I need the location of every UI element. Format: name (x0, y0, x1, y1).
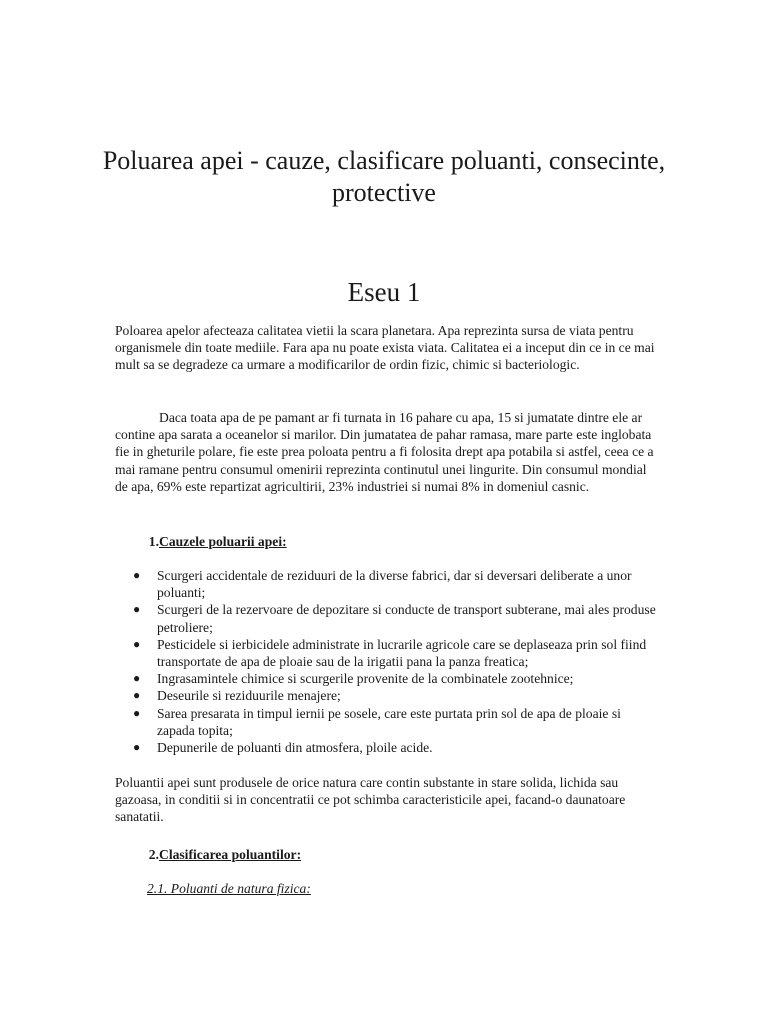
intro-paragraph: Poloarea apelor afecteaza calitatea vietii la scara planetara. Apa reprezinta sursa de viata pentru organismele din toate mediile. Fara apa nu poate exista viata. Calitatea ei a inceput din ce in ce mai mult sa se degradeze ca urmare a modificarilor de ordin fizic, chimic si bacteriologic. (115, 323, 655, 373)
bullet-dot-icon: ● (133, 688, 141, 703)
essay-heading: Eseu 1 (347, 277, 421, 307)
list-item (115, 567, 660, 601)
list-item-text: Scurgeri accidentale de reziduuri de la diverse fabrici, dar si deversari deliberate a unor poluanti; (157, 568, 632, 601)
subsection-heading (115, 880, 660, 897)
list-item (115, 601, 660, 635)
pollutants-definition-paragraph: Poluantii apei sunt produsele de orice natura care contin substante in stare solida, lichida sau gazoasa, in conditii si in concentratii ce pot schimba caracteristicile apei, facand-o daunatoare sanatatii. (115, 775, 626, 825)
section-title: Clasificarea poluantilor: (159, 847, 302, 862)
causes-list (115, 567, 660, 756)
list-item (115, 705, 660, 739)
bullet-dot-icon: ● (133, 671, 141, 686)
list-item-text: Pesticidele si ierbicidele administrate in lucrarile agricole care se deplaseaza prin sol fiind transportate de apa de ploaie sau de la irigatii pana la panza freatica; (157, 636, 647, 670)
document-title: Poluarea apei - cauze, clasificare poluanti, consecinte, protective (102, 146, 666, 207)
list-item-text: Sarea presarata in timpul iernii pe sosele, care este purtata prin sol de apa de ploaie si zapada topita; (157, 705, 621, 738)
water-statistics-paragraph: Daca toata apa de pe pamant ar fi turnata in 16 pahare cu apa, 15 si jumatate dintre ele ar contine apa sarata a oceanelor si marilor. Din jumatatea de pahar ramasa, mare parte este inglobata fie in gheturile polare, fie este prea poloata pentru a fi folosita drept apa potabila si astfel, ceea ce a mai ramane pentru consumul omenirii reprezinta continutul unei lingurite. Din consumul mondial de apa, 69% este repartizat agricultirii, 23% industriei si numai 8% in domeniul casnic. (115, 410, 654, 494)
subsection-title: 2.1. Poluanti de natura fizica: (147, 881, 311, 896)
list-item (115, 739, 660, 756)
section-number: 2. (148, 847, 159, 862)
section-heading-classification (115, 846, 660, 863)
list-item (115, 636, 660, 670)
bullet-dot-icon: ● (133, 705, 141, 720)
list-item (115, 670, 660, 687)
list-item (115, 687, 660, 704)
bullet-dot-icon: ● (133, 636, 141, 651)
list-item-text: Depunerile de poluanti din atmosfera, ploile acide. (157, 740, 433, 756)
list-item-text: Deseurile si reziduurile menajere; (157, 688, 341, 704)
section-heading-causes (115, 533, 660, 550)
section-number: 1. (148, 534, 159, 549)
section-title: Cauzele poluarii apei: (159, 534, 287, 549)
list-item-text: Scurgeri de la rezervoare de depozitare si conducte de transport subterane, mai ales produse petroliere; (157, 602, 656, 635)
bullet-dot-icon: ● (133, 568, 141, 582)
list-item-text: Ingrasamintele chimice si scurgerile provenite de la combinatele zootehnice; (157, 671, 574, 687)
bullet-dot-icon: ● (133, 740, 141, 755)
bullet-dot-icon: ● (133, 602, 141, 617)
